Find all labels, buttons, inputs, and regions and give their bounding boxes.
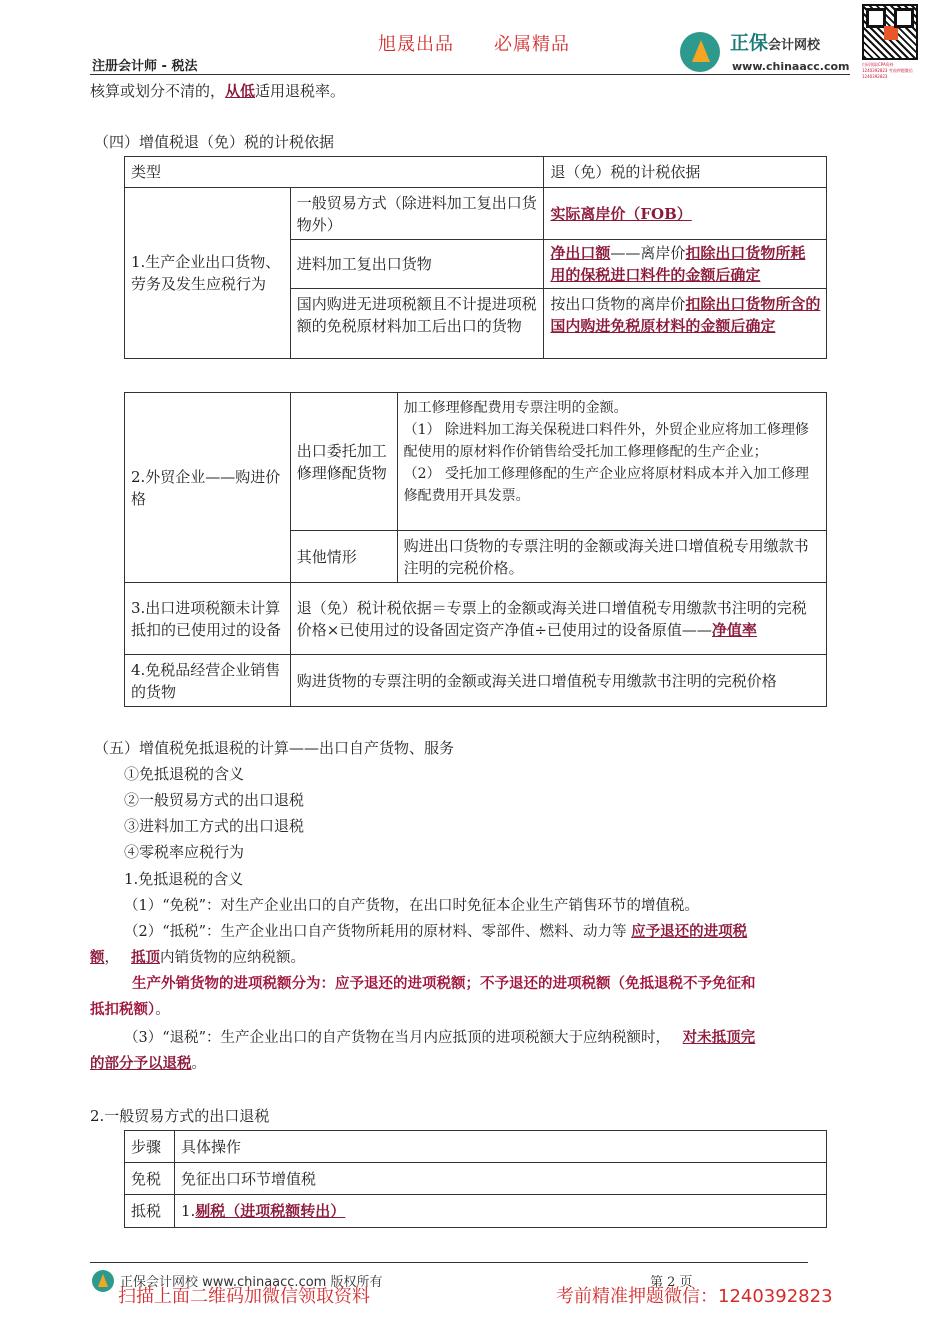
- step-label: 免税: [125, 1163, 175, 1195]
- logo-name-sub: 会计网校: [768, 38, 821, 53]
- table-row: [125, 583, 827, 655]
- table-row: [125, 188, 827, 240]
- p2-text: （2）“抵税”：生产企业出口自产货物所耗用的原材料、零部件、燃料、动力等: [124, 924, 632, 940]
- logo-name-main: 正保: [730, 32, 769, 54]
- paragraph-refund-line1: [124, 1027, 755, 1049]
- step-op: 免征出口环节增值税: [174, 1163, 826, 1195]
- course-title: 注册会计师 - 税法: [92, 59, 198, 74]
- qr-code: [862, 4, 918, 90]
- step-op-text: 1.: [180, 1202, 196, 1220]
- row-basis: [544, 240, 827, 289]
- basis-highlight: 实际离岸价（FOB）: [550, 204, 692, 223]
- outline-item: ④零税率应税行为: [124, 843, 245, 861]
- intro-highlight: 从低: [225, 82, 256, 100]
- entrust-basis: [397, 393, 826, 531]
- basis-text: 按出口货物的离岸价: [550, 295, 686, 313]
- entrust-basis-line: 加工修理修配费用专票注明的金额。: [403, 400, 628, 416]
- table-row: [125, 157, 827, 188]
- table-row: [125, 1163, 827, 1195]
- entrust-basis-line: （2） 受托加工修理修配的生产企业应将原材料成本并入加工修理修配费用开具发票。: [403, 466, 809, 504]
- slogan-2: 必属精品: [494, 34, 570, 55]
- step-op: [174, 1195, 826, 1228]
- basis-table-2: [124, 392, 827, 707]
- paragraph-offset-line2: [90, 947, 305, 969]
- sub2-title: 2.一般贸易方式的出口退税: [90, 1107, 270, 1125]
- head-step: 步骤: [125, 1131, 175, 1163]
- step-op-highlight: 剔税（进项税额转出）: [195, 1202, 346, 1220]
- header-slogan: [378, 34, 610, 56]
- p2-highlight: 应予退还的进项税: [631, 923, 748, 940]
- p3-text: （3）“退税”：生产企业出口的自产货物在当月内应抵顶的进项税额大于应纳税额时，: [124, 1030, 675, 1046]
- slogan-1: 旭晟出品: [378, 34, 454, 55]
- section5-title: （五）增值税免抵退税的计算——出口自产货物、服务: [94, 739, 455, 757]
- row-sub: 一般贸易方式（除进料加工复出口货物外）: [290, 188, 544, 240]
- p2-red-text-cont: 抵扣税额）: [90, 1001, 156, 1018]
- paragraph-refund-line2: [90, 1053, 206, 1075]
- foreign-trade-group: 2.外贸企业——购进价格: [125, 393, 291, 583]
- equip-basis: [290, 583, 826, 655]
- paragraph-offset-red1: [132, 973, 756, 995]
- basis-highlight: 扣除出口货物所含的国内购进免税原材料的金额后确定: [550, 295, 821, 335]
- head-type: 类型: [125, 157, 544, 188]
- p3-highlight-cont: 的部分予以退税: [90, 1055, 192, 1072]
- paragraph-offset-red2: [90, 999, 170, 1021]
- footer-page-number: 第 2 页: [650, 1275, 693, 1290]
- basis-highlight: 净出口额: [550, 244, 611, 262]
- paragraph-exempt: （1）“免税”：对生产企业出口的自产货物，在出口时免征本企业生产销售环节的增值税。: [124, 898, 700, 914]
- p2-suffix: 内销货物的应纳税额。: [160, 950, 305, 966]
- other-basis: 购进出口货物的专票注明的金额或海关进口增值税专用缴款书注明的完税价格。: [397, 531, 826, 583]
- sub1-title: 1.免抵退税的含义: [124, 870, 244, 888]
- dutyfree-label: 4.免税品经营企业销售的货物: [125, 655, 291, 707]
- basis-table-1: [124, 156, 827, 359]
- dutyfree-basis: 购进货物的专票注明的金额或海关进口增值税专用缴款书注明的完税价格: [290, 655, 826, 707]
- logo-url: www.chinaacc.com: [732, 60, 850, 73]
- footer-copyright: 正保会计网校 www.chinaacc.com 版权所有: [120, 1275, 383, 1290]
- intro-suffix: 适用退税率。: [255, 82, 346, 100]
- p2-red-end: 。: [155, 1002, 170, 1018]
- steps-table: [124, 1130, 827, 1228]
- p2-highlight-cont: 额: [90, 949, 105, 966]
- entrust-basis-line: （1） 除进料加工海关保税进口料件外，外贸企业应将加工修理修配使用的原材料作价销售给受托加工修理修配的生产企业；: [403, 422, 809, 460]
- intro-line: [90, 80, 345, 102]
- basis-highlight: 扣除出口货物所耗用的保税进口料件的金额后确定: [550, 244, 806, 284]
- row-basis: [544, 188, 827, 240]
- qr-code-icon: [862, 4, 918, 60]
- logo-name: [730, 32, 820, 57]
- footer-logo-icon: [92, 1270, 114, 1292]
- p2-red-text: 生产外销货物的进项税额分为：应予退还的进项税额；不予退还的进项税额（免抵退税不予免征和: [132, 975, 756, 992]
- producer-group: 1.生产企业出口货物、劳务及发生应税行为: [125, 188, 291, 359]
- footer-scan-text: 扫描上面二维码加微信领取资料: [118, 1286, 370, 1307]
- table-row: [125, 655, 827, 707]
- table-row: [125, 393, 827, 531]
- p2-highlight2: 抵顶: [131, 949, 160, 966]
- head-op: 具体操作: [174, 1131, 826, 1163]
- step-label: 抵税: [125, 1195, 175, 1228]
- table-row: [125, 1195, 827, 1228]
- outline-item: ①免抵退税的含义: [124, 765, 245, 783]
- footer-divider: [90, 1262, 808, 1263]
- outline-item: ③进料加工方式的出口退税: [124, 817, 305, 835]
- head-basis: 退（免）税的计税依据: [544, 157, 827, 188]
- qr-caption: 扫码领取CPA资料 1240392823 考前押题微信 1240392823: [862, 62, 913, 79]
- basis-text: ——离岸价: [610, 244, 686, 262]
- equip-highlight: 净值率: [711, 620, 757, 639]
- row-sub: 国内购进无进项税额且不计提进项税额的免税原材料加工后出口的货物: [290, 289, 544, 359]
- equip-label: 3.出口进项税额未计算抵扣的已使用过的设备: [125, 583, 291, 655]
- row-sub: 进料加工复出口货物: [290, 240, 544, 289]
- p2-comma: ，: [104, 950, 119, 966]
- chinaacc-logo: [680, 30, 860, 74]
- paragraph-offset-line1: [124, 921, 747, 943]
- p3-highlight: 对未抵顶完: [682, 1029, 756, 1046]
- table-row: [125, 1131, 827, 1163]
- other-label: 其他情形: [290, 531, 397, 583]
- footer-wechat-text: 考前精准押题微信：1240392823: [556, 1286, 833, 1307]
- outline-item: ②一般贸易方式的出口退税: [124, 791, 305, 809]
- entrust-label: 出口委托加工修理修配货物: [290, 393, 397, 531]
- section4-title: （四）增值税退（免）税的计税依据: [94, 133, 335, 151]
- equip-basis-text: 退（免）税计税依据＝专票上的金额或海关进口增值税专用缴款书注明的完税价格×已使用过的设备固定资产净值÷已使用过的设备原值——: [296, 598, 807, 639]
- logo-mark-icon: [680, 32, 720, 72]
- p3-end: 。: [191, 1056, 206, 1072]
- intro-prefix: 核算或划分不清的，: [90, 82, 226, 100]
- row-basis: [544, 289, 827, 359]
